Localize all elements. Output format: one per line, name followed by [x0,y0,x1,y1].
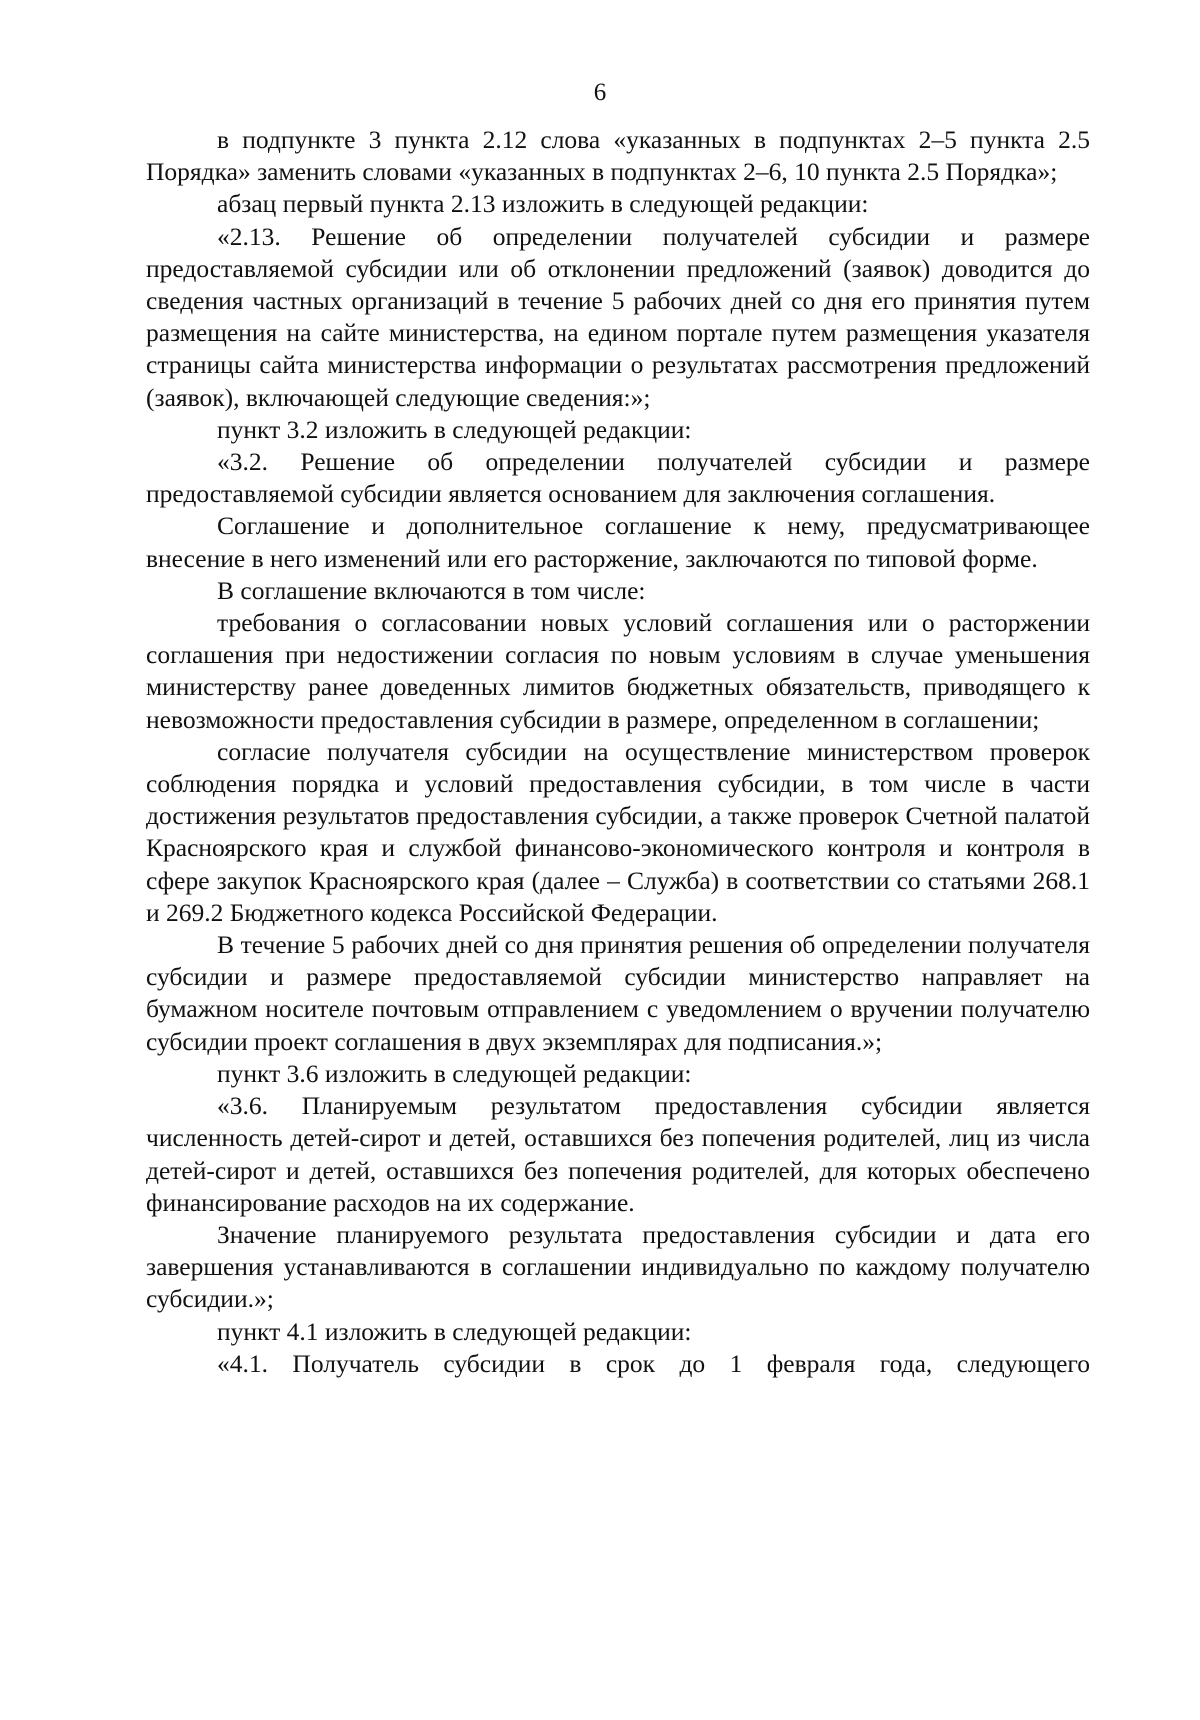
paragraph: абзац первый пункта 2.13 изложить в следующей редакции: [217,189,869,219]
paragraph: в подпункте 3 пункта 2.12 слова «указанных в подпунктах 2–5 пункта 2.5 Порядка» заменить словами «указанных в подпунктах 2–6, 10 пункта 2.5 Порядка»; [146,125,1090,187]
paragraph: В течение 5 рабочих дней со дня принятия решения об определении получателя субсидии и размере предоставляемой субсидии министерство направляет на бумажном носителе почтовым отправлением с уведомлением о вручении получателю субсидии проект соглашения в двух экземплярах для подписания.»; [146,930,1090,1056]
paragraph: пункт 3.2 изложить в следующей редакции: [217,414,692,444]
paragraph: пункт 3.6 изложить в следующей редакции: [217,1058,692,1088]
page-number: 6 [593,79,607,106]
paragraph: «3.6. Планируемым результатом предоставления субсидии является численность детей-сирот и детей, оставшихся без попечения родителей, лиц из числа детей-сирот и детей, оставшихся без попечения родителей, для которых обеспечено финансирование расходов на их содержание. [146,1091,1090,1217]
paragraph: согласие получателя субсидии на осуществление министерством проверок соблюдения порядка и условий предоставления субсидии, в том числе в части достижения результатов предоставления субсидии, а также проверок Счетной палатой Красноярского края и службой финансово-экономического контроля и контроля в сфере закупок Красноярского края (далее – Служба) в соответствии со статьями 268.1 и 269.2 Бюджетного кодекса Российской Федерации. [146,736,1090,927]
paragraph: «2.13. Решение об определении получателей субсидии и размере предоставляемой субсидии или об отклонении предложений (заявок) доводится до сведения частных организаций в течение 5 рабочих дней со дня его принятия путем размещения на сайте министерства, на едином портале путем размещения указателя страницы сайта министерства информации о результатах рассмотрения предложений (заявок), включающей следующие сведения:»; [146,221,1090,412]
paragraph: требования о согласовании новых условий соглашения или о расторжении соглашения при недостижении согласия по новым условиям в случае уменьшения министерству ранее доведенных лимитов бюджетных обязательств, приводящего к невозможности предоставления субсидии в размере, определенном в соглашении; [146,608,1090,734]
paragraph: пункт 4.1 изложить в следующей редакции: [217,1316,692,1346]
paragraph: «4.1. Получатель субсидии в срок до 1 февраля года, следующего [217,1348,1090,1378]
document-body [146,124,1090,1380]
paragraph: Соглашение и дополнительное соглашение к нему, предусматривающее внесение в него изменений или его расторжение, заключаются по типовой форме. [146,511,1090,573]
paragraph: В соглашение включаются в том числе: [217,575,646,605]
paragraph: «3.2. Решение об определении получателей субсидии и размере предоставляемой субсидии является основанием для заключения соглашения. [146,447,1090,509]
paragraph: Значение планируемого результата предоставления субсидии и дата его завершения устанавливаются в соглашении индивидуально по каждому получателю субсидии.»; [146,1219,1090,1314]
